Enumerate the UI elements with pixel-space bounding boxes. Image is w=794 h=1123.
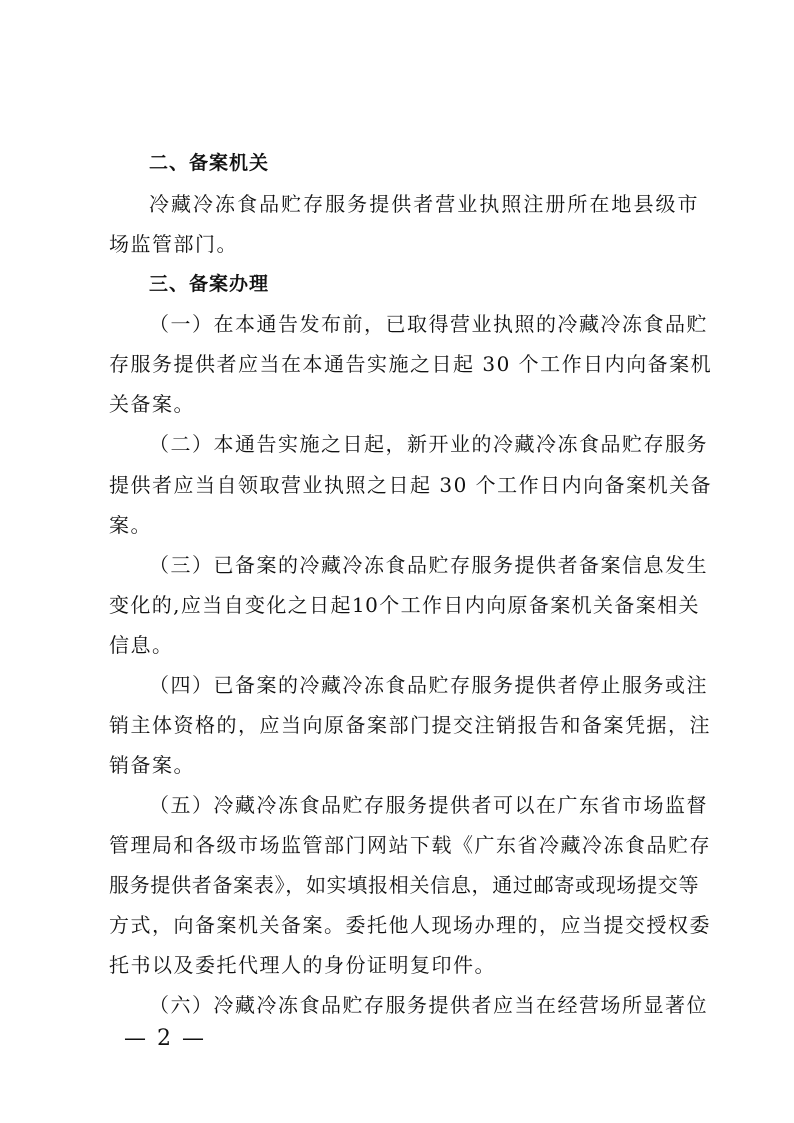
paragraph-line: 案。	[109, 513, 152, 537]
paragraph-line: （三）已备案的冷藏冷冻食品贮存服务提供者备案信息发生	[149, 553, 708, 577]
paragraph-line: 托书以及委托代理人的身份证明复印件。	[109, 953, 496, 977]
paragraph-line: 方式，向备案机关备案。委托他人现场办理的，应当提交授权委	[109, 913, 711, 937]
paragraph-line: 销备案。	[109, 753, 195, 777]
paragraph-line: 场监管部门。	[109, 232, 238, 256]
paragraph-line: 冷藏冷冻食品贮存服务提供者营业执照注册所在地县级市	[149, 192, 699, 216]
paragraph-line: 服务提供者备案表》，如实填报相关信息，通过邮寄或现场提交等	[109, 873, 699, 897]
paragraph-line: 销主体资格的，应当向原备案部门提交注销报告和备案凭据，注	[109, 713, 711, 737]
paragraph-line: （二）本通告实施之日起，新开业的冷藏冷冻食品贮存服务	[149, 432, 708, 456]
section-heading-filing-authority: 二、备案机关	[149, 152, 270, 174]
paragraph-line: 提供者应当自领取营业执照之日起 30 个工作日内向备案机关备	[109, 473, 713, 497]
paragraph-line: 管理局和各级市场监管部门网站下载《广东省冷藏冷冻食品贮存	[109, 833, 711, 857]
paragraph-line: 变化的,应当自变化之日起10个工作日内向原备案机关备案相关	[109, 593, 699, 617]
paragraph-line: （六）冷藏冷冻食品贮存服务提供者应当在经营场所显著位	[149, 993, 708, 1017]
section-heading-filing-procedure: 三、备案办理	[149, 273, 270, 295]
paragraph-line: （五）冷藏冷冻食品贮存服务提供者可以在广东省市场监督	[149, 793, 708, 817]
paragraph-line: （四）已备案的冷藏冷冻食品贮存服务提供者停止服务或注	[149, 673, 708, 697]
paragraph-line: 关备案。	[109, 392, 195, 416]
paragraph-line: 信息。	[109, 633, 174, 657]
paragraph-line: （一）在本通告发布前，已取得营业执照的冷藏冷冻食品贮	[149, 312, 708, 336]
page-number: — 2 —	[124, 1026, 206, 1051]
paragraph-line: 存服务提供者应当在本通告实施之日起 30 个工作日内向备案机	[109, 352, 713, 376]
